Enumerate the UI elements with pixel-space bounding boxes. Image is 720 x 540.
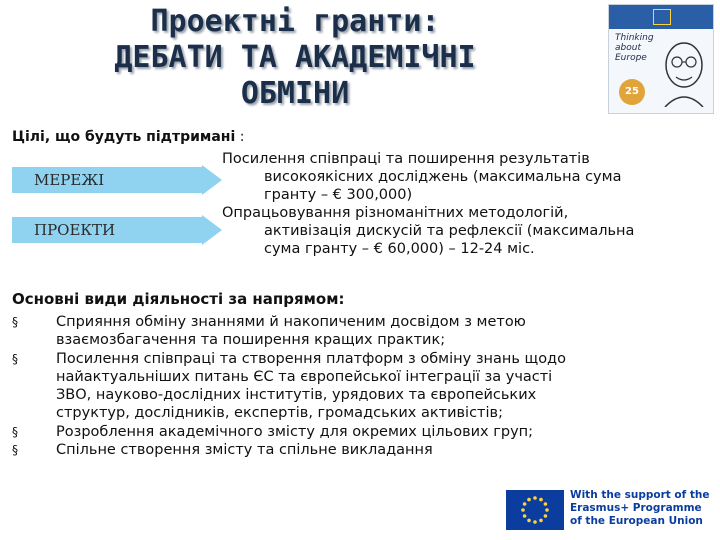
title-line-3: ОБМІНИ [240, 76, 350, 111]
goal-description-projects: Опрацьовування різноманітних методологій, активізація дискусій та рефлексії (максимальна сума гранту – € 60,000) – 12-24 міс. [222, 205, 635, 257]
title-line-2: ДЕБАТИ ТА АКАДЕМІЧНІ [114, 40, 476, 75]
page-title [20, 4, 570, 112]
list-item: § Посилення співпраці та створення платформ з обміну знань щодо найактуальніших питань ЄС та європейської інтеграції за участі ЗВО, науково-дослідних інститутів, урядових та європейських структур, дослідників, експертів, громадських активістів; [12, 350, 566, 422]
goals-label: Цілі, що будуть підтримані : [12, 129, 245, 145]
title-line-1: Проектні гранти: [150, 4, 440, 39]
portrait-sketch-icon [659, 35, 709, 107]
bullet-icon: § [12, 424, 18, 439]
eu-flag-icon [506, 490, 564, 530]
arrow-projects-label: ПРОЕКТИ [34, 221, 116, 239]
arrow-projects [12, 215, 222, 245]
goal-descriptions [222, 150, 712, 258]
eu-stars-icon [653, 9, 671, 25]
list-item: § Спільне створення змісту та спільне викладання [12, 442, 433, 459]
goal-description-networks: Посилення співпраці та поширення результатів високоякісних досліджень (максимальна сума гранту – € 300,000) [222, 151, 622, 203]
erasmus-caption: With the support of the Erasmus+ Programme of the European Union [570, 489, 710, 527]
arrow-networks [12, 165, 222, 195]
bullet-icon: § [12, 351, 18, 366]
book-cover-image [608, 4, 714, 114]
bullet-icon: § [12, 443, 18, 458]
anniversary-badge: 25 [619, 79, 645, 105]
cover-title: Thinking about Europe [615, 33, 654, 63]
cover-header-band [609, 5, 713, 29]
activities-heading: Основні види діяльності за напрямом: [12, 290, 345, 308]
erasmus-logo [506, 488, 712, 532]
activities-list [12, 313, 702, 459]
list-item: § Розроблення академічного змісту для окремих цільових груп; [12, 423, 534, 440]
arrow-networks-label: МЕРЕЖІ [34, 171, 105, 189]
bullet-icon: § [12, 315, 18, 329]
list-item: § Сприяння обміну знаннями й накопиченим досвідом з метою взаємозбагачення та поширення кращих практик; [12, 314, 526, 349]
